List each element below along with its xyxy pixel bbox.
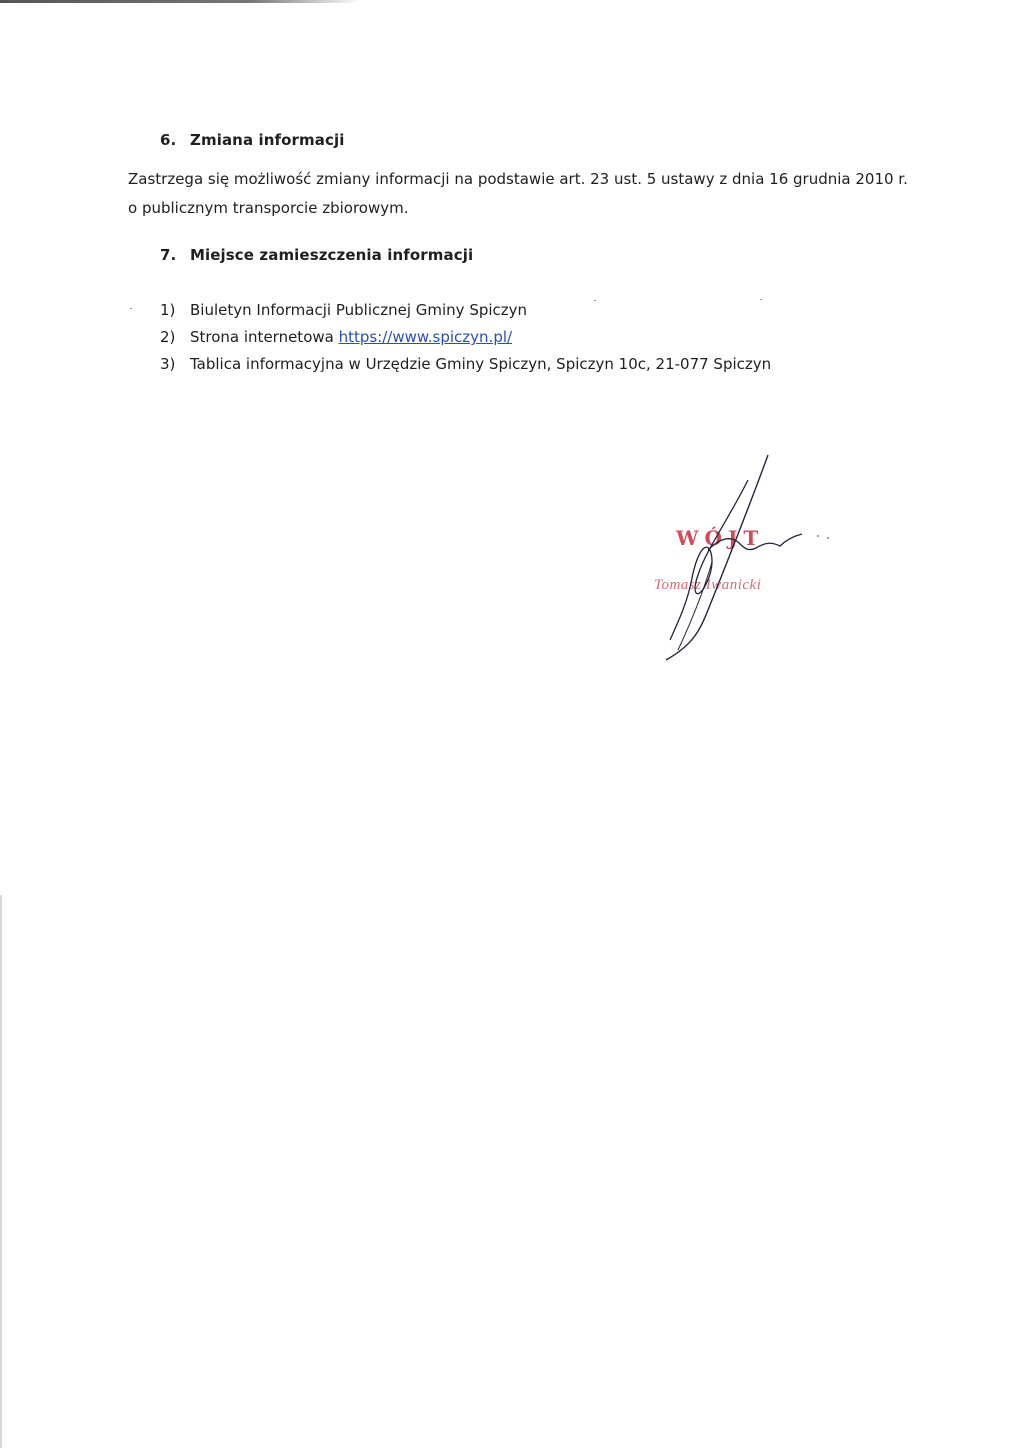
signature-image — [648, 450, 848, 665]
list-item — [160, 324, 771, 351]
list-item-number: 1) — [160, 301, 176, 319]
list-item — [160, 297, 771, 324]
official-stamp — [648, 450, 848, 665]
stamp-name: Tomasz Iwanicki — [654, 577, 762, 593]
scan-top-edge — [0, 0, 360, 3]
scan-speck — [130, 308, 132, 309]
list-item-number: 2) — [160, 328, 176, 346]
scan-speck — [594, 300, 596, 301]
stamp-title: WÓJT — [676, 526, 765, 550]
section-6-paragraph: Zastrzega się możliwość zmiany informacji na podstawie art. 23 ust. 5 ustawy z dnia 16 grudnia 2010 r. o publicznym transporcie zbiorowym. — [128, 170, 908, 217]
section-6-title: Zmiana informacji — [190, 131, 345, 149]
list-item-text: Strona internetowa — [190, 328, 339, 346]
publication-places-list — [160, 297, 771, 378]
scan-speck — [760, 299, 762, 300]
section-7-title: Miejsce zamieszczenia informacji — [190, 246, 474, 264]
list-item — [160, 351, 771, 378]
list-item-text: Tablica informacyjna w Urzędzie Gminy Spiczyn, Spiczyn 10c, 21-077 Spiczyn — [190, 355, 772, 373]
list-item-number: 3) — [160, 355, 176, 373]
section-7-number: 7. — [160, 246, 177, 264]
section-6-heading — [160, 131, 344, 149]
list-item-text: Biuletyn Informacji Publicznej Gminy Spiczyn — [190, 301, 528, 319]
section-7-heading — [160, 246, 473, 264]
website-link[interactable]: https://www.spiczyn.pl/ — [338, 328, 513, 346]
scan-left-edge — [0, 895, 2, 1448]
section-6-number: 6. — [160, 131, 177, 149]
